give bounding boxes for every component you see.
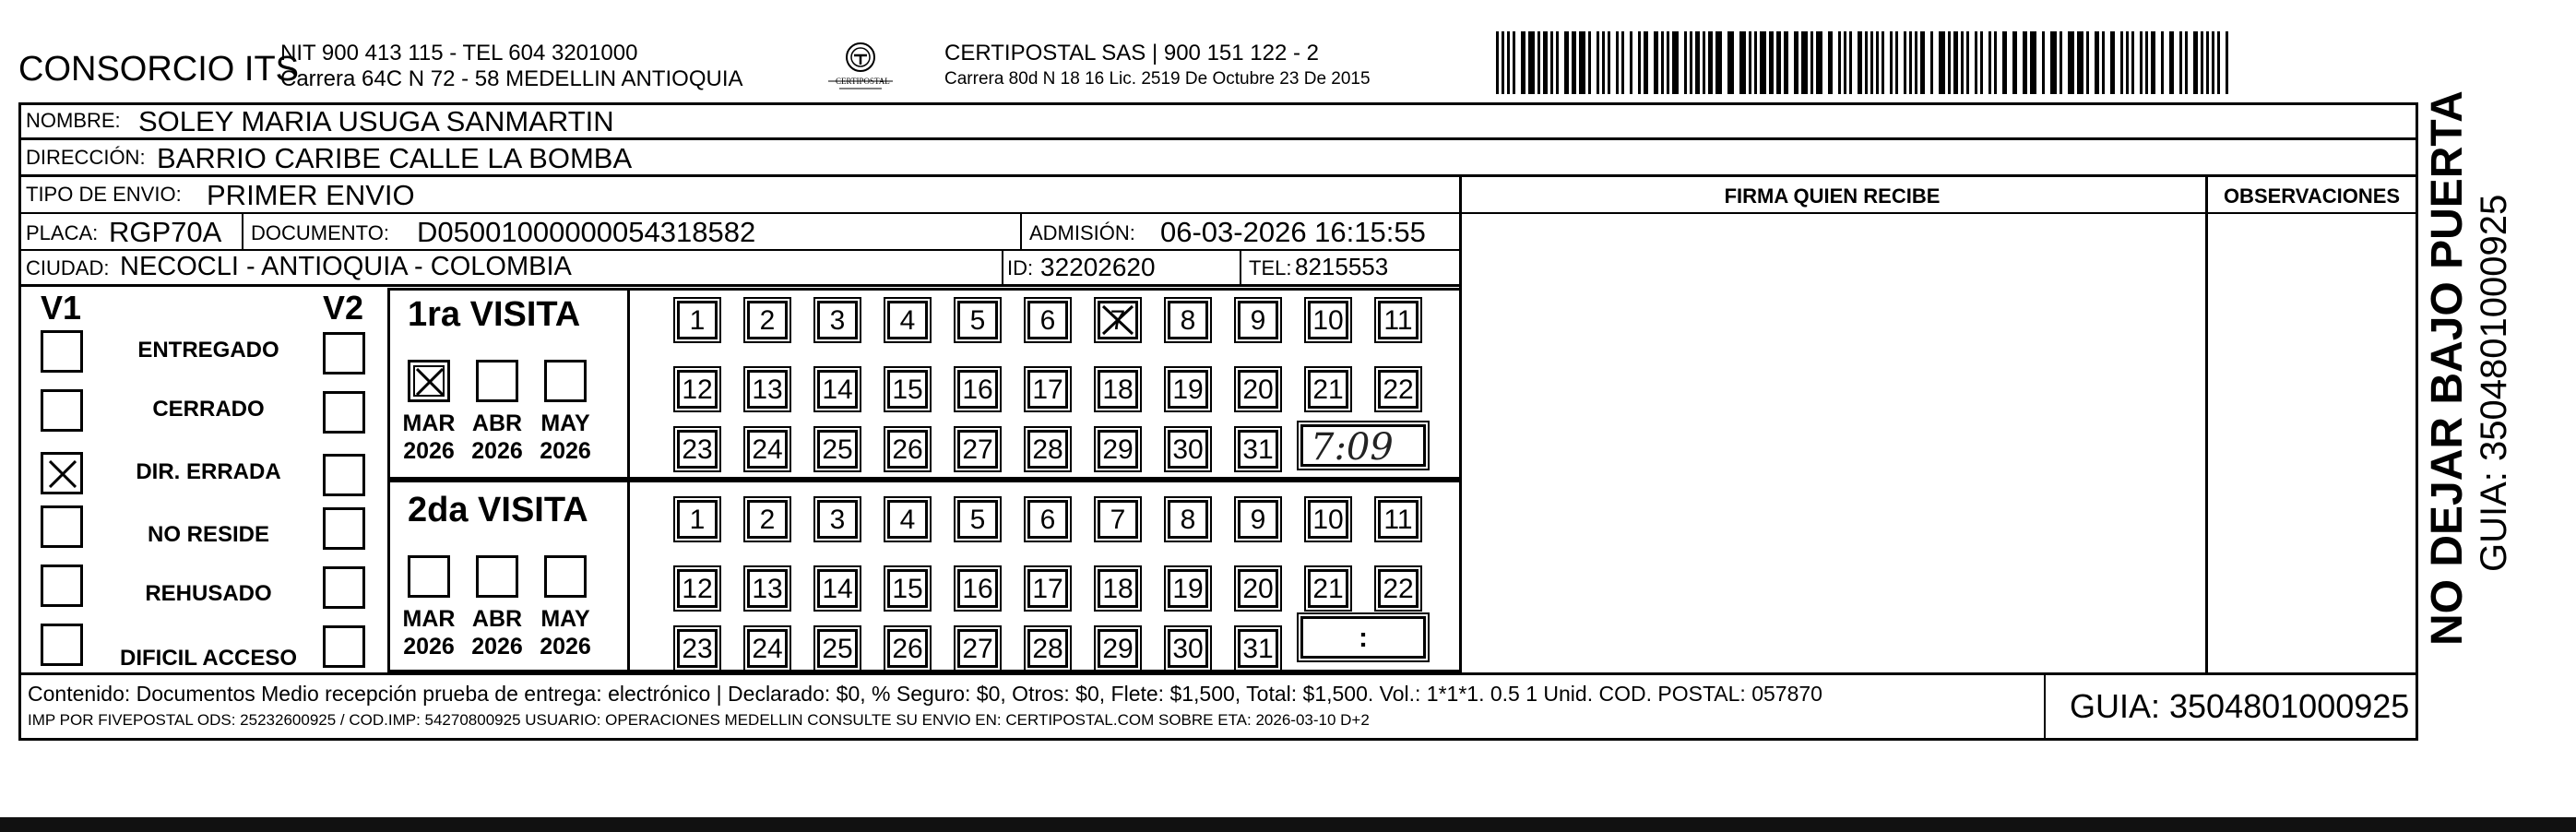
day-box[interactable] — [1168, 430, 1208, 469]
day-number: 11 — [1383, 305, 1413, 336]
day-box[interactable] — [887, 430, 928, 469]
day-number: 6 — [1039, 305, 1056, 336]
v2-checkbox[interactable] — [323, 332, 365, 374]
day-number: 21 — [1312, 374, 1344, 405]
v1-checkbox[interactable] — [41, 565, 83, 607]
day-box[interactable] — [957, 500, 998, 539]
nombre-label: NOMBRE: — [26, 109, 121, 132]
status-option-label: DIR. ERRADA — [136, 459, 281, 484]
day-box[interactable] — [1098, 370, 1138, 409]
month-checkbox[interactable] — [408, 360, 450, 402]
day-box[interactable] — [1098, 430, 1138, 469]
day-number: 17 — [1032, 574, 1063, 604]
v2-checkbox[interactable] — [323, 507, 365, 550]
day-number: 16 — [962, 374, 993, 405]
day-number: 17 — [1032, 374, 1063, 405]
day-box[interactable] — [887, 629, 928, 668]
month-checkbox[interactable] — [544, 360, 587, 402]
day-number: 15 — [892, 574, 923, 604]
v1-checkbox[interactable] — [41, 452, 83, 494]
content-line: Contenido: Documentos Medio recepción prueba de entrega: electrónico | Declarado: $0, % Seguro: $0, Otros: $0, Flete: $1,500, Total: $1,500. Vol.: 1*1*1. 0.5 1 Unid. COD. POSTAL: 057870 — [28, 682, 1822, 706]
day-number: 27 — [962, 434, 993, 465]
license-line: Carrera 80d N 18 16 Lic. 2519 De Octubre 23 De 2015 — [944, 69, 1371, 89]
barcode — [1496, 31, 2234, 94]
tel-label: TEL: — [1249, 256, 1292, 279]
day-number: 19 — [1172, 374, 1204, 405]
day-number: 28 — [1032, 634, 1063, 664]
tipo-envio-value: PRIMER ENVIO — [207, 179, 415, 211]
day-box[interactable] — [1238, 629, 1278, 668]
day-box[interactable] — [1027, 370, 1068, 409]
day-box[interactable] — [1027, 629, 1068, 668]
v2-checkbox[interactable] — [323, 454, 365, 496]
status-option-label: REHUSADO — [145, 581, 272, 606]
day-box[interactable] — [817, 569, 858, 608]
no-dejar-bajo-puerta: NO DEJAR BAJO PUERTA — [2423, 90, 2472, 646]
day-number: 11 — [1383, 505, 1413, 535]
day-number: 31 — [1242, 434, 1274, 465]
day-box[interactable] — [957, 629, 998, 668]
day-box[interactable] — [747, 500, 788, 539]
day-box[interactable] — [887, 301, 928, 339]
status-option-label: CERRADO — [152, 397, 265, 422]
day-box[interactable] — [1027, 500, 1068, 539]
day-number: 15 — [892, 374, 923, 405]
day-box[interactable] — [957, 569, 998, 608]
month-year: 2026 — [403, 438, 455, 464]
day-number: 13 — [752, 574, 783, 604]
day-number: 20 — [1242, 374, 1274, 405]
day-number: 7 — [1110, 505, 1126, 535]
certipostal-logo — [821, 41, 900, 92]
day-box[interactable] — [1238, 301, 1278, 339]
footer-guia: GUIA: 3504801000925 — [2070, 687, 2410, 725]
side-guia: GUIA: 3504801000925 — [2474, 194, 2514, 572]
day-number: 22 — [1383, 574, 1414, 604]
admision-value: 06-03-2026 16:15:55 — [1160, 216, 1426, 248]
placa-label: PLACA: — [26, 221, 99, 244]
day-box[interactable] — [1308, 301, 1348, 339]
v1-checkbox[interactable] — [41, 624, 83, 666]
logo-text: CERTIPOSTAL — [836, 77, 890, 86]
month-checkbox[interactable] — [476, 555, 518, 598]
day-number: 18 — [1102, 574, 1134, 604]
day-box[interactable] — [1238, 569, 1278, 608]
day-number: 9 — [1250, 505, 1266, 535]
month-year: 2026 — [540, 438, 591, 464]
day-box[interactable] — [1098, 569, 1138, 608]
day-number: 4 — [899, 505, 916, 535]
nit-line: NIT 900 413 115 - TEL 604 3201000 — [280, 41, 638, 65]
imp-line: IMP POR FIVEPOSTAL ODS: 25232600925 / COD.IMP: 54270800925 USUARIO: OPERACIONES MEDELLIN CONSULTE SU ENVIO EN: CERTIPOSTAL.COM SOBRE ETA: 2026-03-10 D+2 — [28, 711, 1370, 729]
day-box[interactable] — [1168, 370, 1208, 409]
day-number: 24 — [752, 434, 783, 465]
day-box[interactable] — [957, 430, 998, 469]
day-box[interactable] — [1308, 500, 1348, 539]
day-box[interactable] — [747, 301, 788, 339]
day-box[interactable] — [677, 569, 718, 608]
day-number: 1 — [689, 505, 706, 535]
month-label: MAY — [540, 606, 590, 632]
day-number: 2 — [759, 505, 776, 535]
day-number: 2 — [759, 305, 776, 336]
day-box[interactable] — [677, 629, 718, 668]
day-mark-x-icon — [1100, 303, 1135, 337]
observaciones-header: OBSERVACIONES — [2223, 184, 2401, 208]
direccion-label: DIRECCIÓN: — [26, 146, 146, 169]
day-number: 9 — [1250, 305, 1266, 336]
day-box[interactable] — [677, 500, 718, 539]
bottom-edge — [0, 817, 2576, 832]
day-number: 5 — [969, 505, 986, 535]
address-line: Carrera 64C N 72 - 58 MEDELLIN ANTIOQUIA — [280, 66, 743, 91]
day-box[interactable] — [1308, 569, 1348, 608]
day-number: 30 — [1172, 434, 1204, 465]
day-number: 1 — [689, 305, 706, 336]
v1-label: V1 — [41, 289, 82, 327]
month-label: MAR — [402, 410, 456, 436]
visit1-time: 7:09 — [1311, 426, 1394, 469]
documento-value: D05001000000054318582 — [417, 216, 756, 248]
day-number: 10 — [1312, 305, 1344, 336]
day-number: 8 — [1180, 305, 1196, 336]
day-number: 26 — [892, 434, 923, 465]
month-year: 2026 — [471, 634, 523, 660]
day-box[interactable] — [817, 500, 858, 539]
month-label: ABR — [471, 606, 523, 632]
documento-label: DOCUMENTO: — [251, 221, 389, 244]
check-x-icon — [49, 460, 77, 488]
admision-label: ADMISIÓN: — [1029, 221, 1135, 244]
month-checkbox[interactable] — [476, 360, 518, 402]
visit2-title: 2da VISITA — [408, 491, 588, 529]
day-number: 20 — [1242, 574, 1274, 604]
day-box[interactable] — [1378, 569, 1419, 608]
visit2-time-box[interactable] — [1300, 616, 1426, 659]
day-number: 13 — [752, 374, 783, 405]
day-box[interactable] — [1168, 629, 1208, 668]
day-number: 23 — [682, 434, 713, 465]
day-box[interactable] — [1378, 500, 1419, 539]
month-year: 2026 — [403, 634, 455, 660]
day-number: 29 — [1102, 634, 1134, 664]
tel-value: 8215553 — [1295, 253, 1389, 280]
day-box[interactable] — [887, 569, 928, 608]
v1-checkbox[interactable] — [41, 389, 83, 432]
day-number: 7 — [1110, 305, 1126, 336]
id-label: ID: — [1007, 256, 1034, 279]
day-number: 28 — [1032, 434, 1063, 465]
company-name: CONSORCIO ITS — [18, 50, 300, 89]
day-box[interactable] — [677, 301, 718, 339]
month-label: ABR — [471, 410, 523, 436]
day-number: 14 — [822, 574, 853, 604]
placa-value: RGP70A — [109, 216, 222, 248]
day-box[interactable] — [677, 370, 718, 409]
visit1-time-box[interactable] — [1300, 424, 1426, 467]
day-box[interactable] — [1098, 301, 1138, 339]
status-option-label: ENTREGADO — [137, 338, 279, 363]
v2-label: V2 — [323, 289, 364, 327]
day-number: 3 — [829, 505, 846, 535]
ciudad-value: NECOCLI - ANTIOQUIA - COLOMBIA — [120, 252, 572, 281]
day-box[interactable] — [747, 629, 788, 668]
day-number: 10 — [1312, 505, 1344, 535]
status-option-label: NO RESIDE — [147, 522, 270, 547]
v1-checkbox[interactable] — [41, 505, 83, 548]
direccion-value: BARRIO CARIBE CALLE LA BOMBA — [157, 142, 633, 174]
day-box[interactable] — [1238, 430, 1278, 469]
day-box[interactable] — [817, 301, 858, 339]
id-value: 32202620 — [1040, 253, 1156, 281]
day-number: 19 — [1172, 574, 1204, 604]
v1-checkbox[interactable] — [41, 330, 83, 373]
day-number: 24 — [752, 634, 783, 664]
day-box[interactable] — [1238, 500, 1278, 539]
month-checkbox[interactable] — [544, 555, 587, 598]
v2-checkbox[interactable] — [323, 566, 365, 609]
day-box[interactable] — [747, 370, 788, 409]
day-box[interactable] — [1168, 301, 1208, 339]
day-number: 16 — [962, 574, 993, 604]
day-box[interactable] — [747, 430, 788, 469]
day-box[interactable] — [1027, 569, 1068, 608]
status-option-label: DIFICIL ACCESO — [119, 646, 297, 671]
day-number: 27 — [962, 634, 993, 664]
day-number: 18 — [1102, 374, 1134, 405]
day-box[interactable] — [957, 301, 998, 339]
day-number: 25 — [822, 434, 853, 465]
nombre-value: SOLEY MARIA USUGA SANMARTIN — [138, 105, 614, 137]
tipo-envio-label: TIPO DE ENVIO: — [26, 183, 182, 206]
v2-checkbox[interactable] — [323, 625, 365, 668]
day-box[interactable] — [747, 569, 788, 608]
day-box[interactable] — [1098, 500, 1138, 539]
day-box[interactable] — [1168, 500, 1208, 539]
day-box[interactable] — [817, 430, 858, 469]
day-number: 3 — [829, 305, 846, 336]
day-box[interactable] — [1098, 629, 1138, 668]
day-number: 12 — [682, 374, 713, 405]
day-number: 29 — [1102, 434, 1134, 465]
day-box[interactable] — [1168, 569, 1208, 608]
month-label: MAR — [402, 606, 456, 632]
day-number: 5 — [969, 305, 986, 336]
day-number: 30 — [1172, 634, 1204, 664]
day-box[interactable] — [887, 370, 928, 409]
day-box[interactable] — [1378, 301, 1419, 339]
ciudad-label: CIUDAD: — [26, 256, 110, 279]
day-number: 23 — [682, 634, 713, 664]
day-number: 12 — [682, 574, 713, 604]
day-box[interactable] — [1027, 301, 1068, 339]
visit2-time: : — [1359, 623, 1368, 653]
day-number: 21 — [1312, 574, 1344, 604]
month-checkbox[interactable] — [408, 555, 450, 598]
day-box[interactable] — [1238, 370, 1278, 409]
day-number: 4 — [899, 305, 916, 336]
firma-header: FIRMA QUIEN RECIBE — [1724, 184, 1941, 208]
day-number: 8 — [1180, 505, 1196, 535]
month-year: 2026 — [540, 634, 591, 660]
certipostal-line: CERTIPOSTAL SAS | 900 151 122 - 2 — [944, 41, 1319, 65]
day-box[interactable] — [817, 629, 858, 668]
day-box[interactable] — [1378, 370, 1419, 409]
day-box[interactable] — [1308, 370, 1348, 409]
day-number: 31 — [1242, 634, 1274, 664]
day-box[interactable] — [887, 500, 928, 539]
visit1-title: 1ra VISITA — [408, 295, 581, 334]
v2-checkbox[interactable] — [323, 391, 365, 434]
month-label: MAY — [540, 410, 590, 436]
day-box[interactable] — [957, 370, 998, 409]
day-box[interactable] — [1027, 430, 1068, 469]
day-box[interactable] — [677, 430, 718, 469]
day-box[interactable] — [817, 370, 858, 409]
day-number: 6 — [1039, 505, 1056, 535]
month-year: 2026 — [471, 438, 523, 464]
day-number: 25 — [822, 634, 853, 664]
day-number: 22 — [1383, 374, 1414, 405]
day-number: 14 — [822, 374, 853, 405]
day-number: 26 — [892, 634, 923, 664]
